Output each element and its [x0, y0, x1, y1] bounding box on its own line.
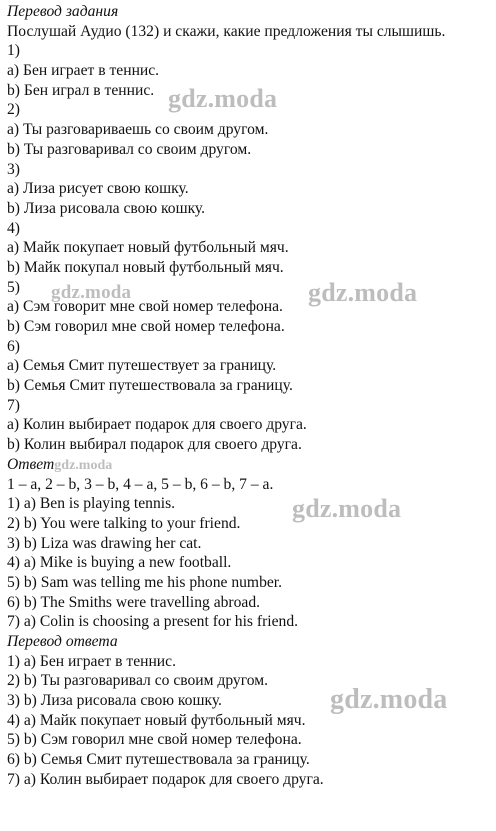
- text-line: 3) b) Лиза рисовала свою кошку.: [7, 692, 222, 710]
- text-line: 6): [7, 337, 20, 355]
- section-heading-text: Ответ: [7, 455, 55, 473]
- text-line: 4) a) Mike is buying a new football.: [7, 554, 232, 572]
- watermark-inline: gdz.moda: [54, 457, 113, 473]
- text-line: 5) b) Sam was telling me his phone number.: [7, 573, 283, 591]
- text-line: 1) a) Бен играет в теннис.: [7, 652, 176, 670]
- text-line: a) Сэм говорит мне свой номер телефона.: [7, 298, 283, 316]
- text-line: 4) a) Майк покупает новый футбольный мяч.: [7, 711, 306, 729]
- text-line: 7) a) Colin is choosing a present for his friend.: [7, 613, 299, 631]
- watermark: gdz.moda: [292, 494, 402, 523]
- text-line: a) Колин выбирает подарок для своего друга.: [7, 416, 307, 434]
- text-line: a) Майк покупает новый футбольный мяч.: [7, 239, 289, 257]
- text-line: 5): [7, 278, 20, 296]
- text-line: Послушай Аудио (132) и скажи, какие предложения ты слышишь.: [7, 22, 446, 40]
- document-page: [7, 2, 493, 790]
- watermark: gdz.moda: [168, 84, 278, 113]
- text-line: 2): [7, 101, 20, 119]
- text-line: 1 – a, 2 – b, 3 – b, 4 – a, 5 – b, 6 – b, 7 – a.: [7, 475, 274, 493]
- section-heading-text: Перевод ответа: [7, 633, 118, 650]
- text-line: 2) b) Ты разговаривал со своим другом.: [7, 672, 268, 690]
- text-line: 3) b) Liza was drawing her cat.: [7, 534, 202, 552]
- text-line: b) Сэм говорил мне свой номер телефона.: [7, 318, 285, 335]
- section-heading: [7, 2, 493, 22]
- text-line: 2) b) You were talking to your friend.: [7, 514, 241, 532]
- text-line: a) Семья Смит путешествует за границу.: [7, 357, 277, 375]
- text-line: 5) b) Сэм говорил мне свой номер телефона.: [7, 731, 302, 749]
- text-line: b) Майк покупал новый футбольный мяч.: [7, 258, 284, 276]
- text-line: 6) b) Семья Смит путешествовала за границу.: [7, 751, 310, 769]
- section-heading-text: Перевод задания: [7, 3, 119, 20]
- text-line: a) Ты разговариваешь со своим другом.: [7, 121, 269, 139]
- text-line: 4): [7, 219, 20, 237]
- text-line: a) Лиза рисует свою кошку.: [7, 180, 189, 198]
- section-heading: [7, 632, 493, 652]
- text-line: b) Лиза рисовала свою кошку.: [7, 199, 206, 217]
- text-line: b) Семья Смит путешествовала за границу.: [7, 377, 293, 395]
- text-line: 3): [7, 160, 20, 178]
- text-line: 1): [7, 42, 20, 60]
- text-line: 7): [7, 396, 20, 414]
- text-line: b) Колин выбирал подарок для своего друга.: [7, 436, 302, 454]
- text-line: a) Бен играет в теннис.: [7, 62, 160, 80]
- text-line: b) Бен играл в теннис.: [7, 81, 155, 99]
- watermark: gdz.moda: [308, 278, 418, 307]
- text-line: b) Ты разговаривал со своим другом.: [7, 140, 252, 158]
- watermark: gdz.moda: [51, 282, 132, 303]
- watermark: gdz.moda: [330, 684, 448, 715]
- text-line: 7) a) Колин выбирает подарок для своего друга.: [7, 770, 324, 788]
- section-heading: [7, 455, 493, 475]
- text-line: 1) a) Ben is playing tennis.: [7, 495, 176, 513]
- text-line: 6) b) The Smiths were travelling abroad.: [7, 593, 261, 611]
